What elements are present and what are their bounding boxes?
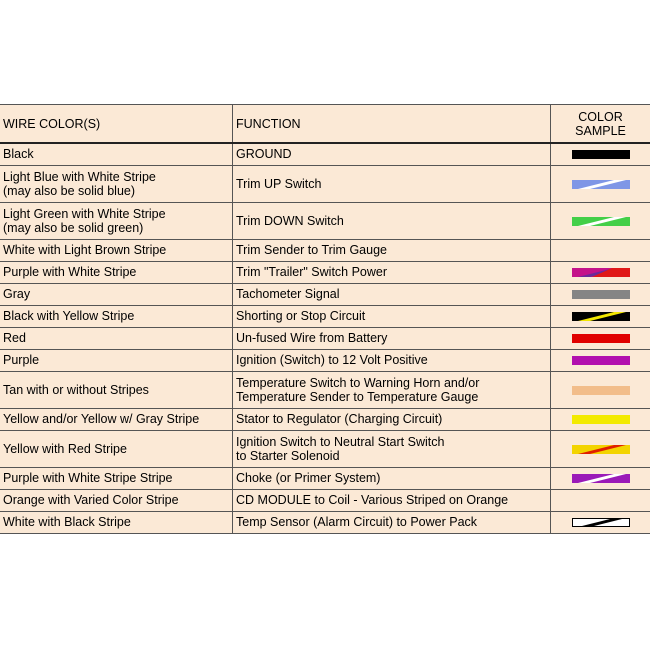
- header-wire-color: WIRE COLOR(S): [0, 105, 233, 144]
- function-text: CD MODULE to Coil - Various Striped on Orange: [236, 493, 509, 507]
- function-text: Ignition (Switch) to 12 Volt Positive: [236, 353, 428, 367]
- wire-swatch: [572, 356, 630, 365]
- wire-color-cell: [0, 283, 233, 305]
- wire-color-text: Yellow with Red Stripe: [3, 441, 127, 456]
- wire-color-cell: [0, 165, 233, 202]
- table-row: [0, 489, 650, 511]
- function-text: Temperature Switch to Warning Horn and/or: [236, 375, 480, 390]
- color-sample-cell: [551, 408, 650, 430]
- wire-color-cell: [0, 202, 233, 239]
- function-cell: [233, 327, 551, 349]
- function-cell: [233, 511, 551, 533]
- wire-swatch: [572, 180, 630, 189]
- wire-color-table: [0, 104, 650, 534]
- wire-color-cell: [0, 489, 233, 511]
- table-row: [0, 261, 650, 283]
- color-sample-cell: [551, 283, 650, 305]
- header-color-sample-line1: COLOR: [578, 109, 623, 124]
- wire-color-text: Purple: [3, 353, 40, 367]
- header-function: FUNCTION: [233, 105, 551, 144]
- function-text: Trim DOWN Switch: [236, 213, 344, 228]
- table-row: [0, 327, 650, 349]
- wire-color-text: (may also be solid green): [3, 220, 144, 235]
- color-sample-cell: [551, 467, 650, 489]
- color-sample-cell: [551, 143, 650, 165]
- wire-swatch: [572, 445, 630, 454]
- wire-color-cell: [0, 305, 233, 327]
- function-cell: [233, 408, 551, 430]
- function-cell: [233, 283, 551, 305]
- wire-swatch: [572, 386, 630, 395]
- function-text: Choke (or Primer System): [236, 471, 381, 485]
- color-sample-cell: [551, 371, 650, 408]
- table-row: [0, 165, 650, 202]
- wire-color-text: Tan with or without Stripes: [3, 382, 149, 397]
- wire-color-cell: [0, 511, 233, 533]
- wire-swatch: [572, 474, 630, 483]
- table-row: [0, 467, 650, 489]
- wire-color-text: Orange with Varied Color Stripe: [3, 493, 179, 507]
- wire-swatch: [572, 415, 630, 424]
- function-text: Trim Sender to Trim Gauge: [236, 243, 387, 257]
- table-row: [0, 239, 650, 261]
- color-sample-cell: [551, 430, 650, 467]
- color-sample-cell: [551, 202, 650, 239]
- wire-swatch: [572, 312, 630, 321]
- function-cell: [233, 430, 551, 467]
- wire-color-text: Red: [3, 331, 26, 345]
- wire-color-cell: [0, 239, 233, 261]
- wire-color-text: Light Green with White Stripe: [3, 206, 166, 221]
- function-text: Un-fused Wire from Battery: [236, 331, 388, 345]
- color-sample-cell: [551, 349, 650, 371]
- table-row: [0, 143, 650, 165]
- wire-swatch: [572, 290, 630, 299]
- function-text: to Starter Solenoid: [236, 448, 340, 463]
- wire-color-text: Yellow and/or Yellow w/ Gray Stripe: [3, 412, 200, 426]
- function-text: Temperature Sender to Temperature Gauge: [236, 389, 479, 404]
- function-text: Trim "Trailer" Switch Power: [236, 265, 388, 279]
- wire-swatch: [572, 268, 630, 277]
- table-row: [0, 202, 650, 239]
- wire-color-cell: [0, 349, 233, 371]
- wire-swatch: [572, 518, 630, 527]
- function-cell: [233, 489, 551, 511]
- function-cell: [233, 371, 551, 408]
- wire-color-cell: [0, 408, 233, 430]
- wire-color-text: White with Light Brown Stripe: [3, 243, 167, 257]
- color-sample-cell: [551, 165, 650, 202]
- wire-swatch: [572, 217, 630, 226]
- function-text: Tachometer Signal: [236, 287, 340, 301]
- color-sample-cell: [551, 305, 650, 327]
- wire-color-text: White with Black Stripe: [3, 515, 131, 529]
- wire-color-text: (may also be solid blue): [3, 183, 136, 198]
- function-text: GROUND: [236, 147, 292, 162]
- wire-color-cell: [0, 143, 233, 165]
- color-sample-cell: [551, 511, 650, 533]
- wire-color-cell: [0, 430, 233, 467]
- function-cell: [233, 239, 551, 261]
- wire-color-cell: [0, 327, 233, 349]
- function-cell: [233, 305, 551, 327]
- table-row: [0, 305, 650, 327]
- wire-swatch: [572, 334, 630, 343]
- function-cell: [233, 143, 551, 165]
- header-color-sample-line2: SAMPLE: [575, 123, 626, 138]
- wire-swatch: [572, 150, 630, 159]
- color-sample-cell: [551, 261, 650, 283]
- table-row: [0, 511, 650, 533]
- wire-color-text: Black with Yellow Stripe: [3, 309, 135, 323]
- table-row: [0, 371, 650, 408]
- table-row: [0, 430, 650, 467]
- wire-color-cell: [0, 261, 233, 283]
- function-cell: [233, 261, 551, 283]
- color-sample-cell: [551, 239, 650, 261]
- function-text: Shorting or Stop Circuit: [236, 309, 366, 323]
- wire-color-text: Black: [3, 147, 34, 162]
- wire-color-text: Purple with White Stripe Stripe: [3, 471, 173, 485]
- function-text: Ignition Switch to Neutral Start Switch: [236, 434, 445, 449]
- color-sample-cell: [551, 327, 650, 349]
- wire-color-text: Purple with White Stripe: [3, 265, 137, 279]
- table-header-row: [0, 105, 650, 144]
- table-row: [0, 283, 650, 305]
- table-row: [0, 408, 650, 430]
- table-row: [0, 349, 650, 371]
- wire-color-cell: [0, 371, 233, 408]
- function-cell: [233, 202, 551, 239]
- function-cell: [233, 165, 551, 202]
- header-color-sample: [551, 105, 650, 144]
- function-text: Stator to Regulator (Charging Circuit): [236, 412, 443, 426]
- function-text: Trim UP Switch: [236, 176, 322, 191]
- function-cell: [233, 467, 551, 489]
- function-text: Temp Sensor (Alarm Circuit) to Power Pack: [236, 515, 478, 529]
- wire-color-text: Light Blue with White Stripe: [3, 169, 156, 184]
- wire-color-cell: [0, 467, 233, 489]
- function-cell: [233, 349, 551, 371]
- color-sample-cell: [551, 489, 650, 511]
- wire-color-text: Gray: [3, 287, 31, 301]
